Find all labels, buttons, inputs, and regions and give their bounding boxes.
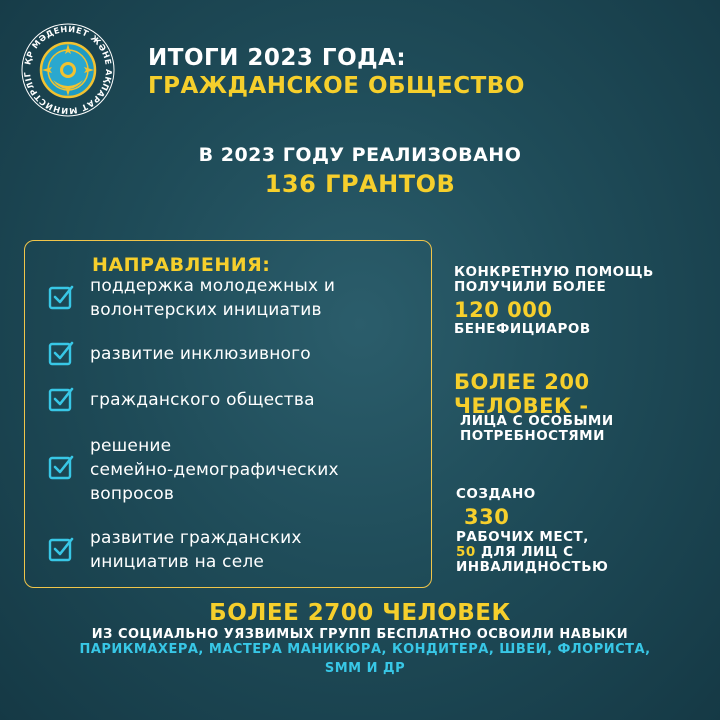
direction-text-line: волонтерских инициатив xyxy=(90,300,322,320)
stat-help-line-3: БЕНЕФИЦИАРОВ xyxy=(454,321,591,337)
stat-people-line-2: ЧЕЛОВЕК - xyxy=(454,394,589,418)
directions-title: НАПРАВЛЕНИЯ: xyxy=(92,254,271,276)
title-line-1: ИТОГИ 2023 ГОДА: xyxy=(148,45,407,71)
stat-jobs-line-3: ДЛЯ ЛИЦ С xyxy=(475,544,574,560)
direction-text-line: инициатив на селе xyxy=(90,552,265,572)
direction-item xyxy=(48,386,428,416)
stat-jobs-number: 330 xyxy=(464,505,510,529)
direction-item xyxy=(48,526,428,574)
checkbox-checked-icon xyxy=(48,284,74,310)
direction-item xyxy=(48,274,428,334)
direction-text-line: развитие гражданских xyxy=(90,528,302,548)
stat-help-number: 120 000 xyxy=(454,298,553,322)
stat-jobs-line-4: ИНВАЛИДНОСТЬЮ xyxy=(456,559,609,575)
checkbox-checked-icon xyxy=(48,386,74,412)
checkbox-checked-icon xyxy=(48,536,74,562)
bottom-headline: БОЛЕЕ 2700 ЧЕЛОВЕК xyxy=(209,600,511,626)
stat-people-headline xyxy=(454,370,590,418)
direction-item xyxy=(48,434,428,506)
grants-caption: В 2023 ГОДУ РЕАЛИЗОВАНО xyxy=(198,144,522,166)
stat-jobs-highlight: 50 xyxy=(456,544,476,560)
stat-jobs-line-1: СОЗДАНО xyxy=(456,486,536,502)
page-title xyxy=(148,44,525,100)
checkbox-checked-icon xyxy=(48,454,74,480)
direction-text-line: поддержка молодежных и xyxy=(90,276,336,296)
kazakhstan-emblem-icon xyxy=(20,22,116,118)
bottom-skills xyxy=(20,640,710,678)
checkbox-checked-icon xyxy=(48,340,74,366)
stat-people-line-1: БОЛЕЕ 200 xyxy=(454,370,590,394)
ministry-emblem xyxy=(20,22,116,118)
stat-help-line-2: ПОЛУЧИЛИ БОЛЕЕ xyxy=(454,279,607,295)
stat-people-line-3: ЛИЦА С ОСОБЫМИ xyxy=(460,413,614,429)
stat-people-line-4: ПОТРЕБНОСТЯМИ xyxy=(460,428,605,444)
stat-help-line-1: КОНКРЕТНУЮ ПОМОЩЬ xyxy=(454,264,654,280)
direction-text-line: вопросов xyxy=(90,484,175,504)
emblem-ring-text: ҚР МӘДЕНИЕТ ЖӘНЕ АҚПАРАТ МИНИСТРЛІГ xyxy=(21,23,115,117)
grants-count: 136 ГРАНТОВ xyxy=(264,170,456,198)
direction-text-line: гражданского общества xyxy=(90,390,315,410)
direction-text-line: развитие инклюзивного xyxy=(90,344,311,364)
stat-help xyxy=(454,265,654,295)
bottom-skills-line-1: ПАРИКМАХЕРА, МАСТЕРА МАНИКЮРА, КОНДИТЕРА, ШВЕИ, ФЛОРИСТА, xyxy=(79,642,651,657)
direction-text-line: решение xyxy=(90,436,172,456)
bottom-skills-line-2: SMM И ДР xyxy=(324,661,406,676)
stat-people-caption xyxy=(460,414,614,444)
stat-jobs-line-2: РАБОЧИХ МЕСТ, xyxy=(456,529,589,545)
direction-text-line: семейно-демографических xyxy=(90,460,339,480)
title-line-2: ГРАЖДАНСКОЕ ОБЩЕСТВО xyxy=(148,73,525,99)
direction-item xyxy=(48,340,428,370)
stat-jobs-caption xyxy=(456,530,608,575)
bottom-caption: ИЗ СОЦИАЛЬНО УЯЗВИМЫХ ГРУПП БЕСПЛАТНО ОСВОИЛИ НАВЫКИ xyxy=(91,627,629,642)
